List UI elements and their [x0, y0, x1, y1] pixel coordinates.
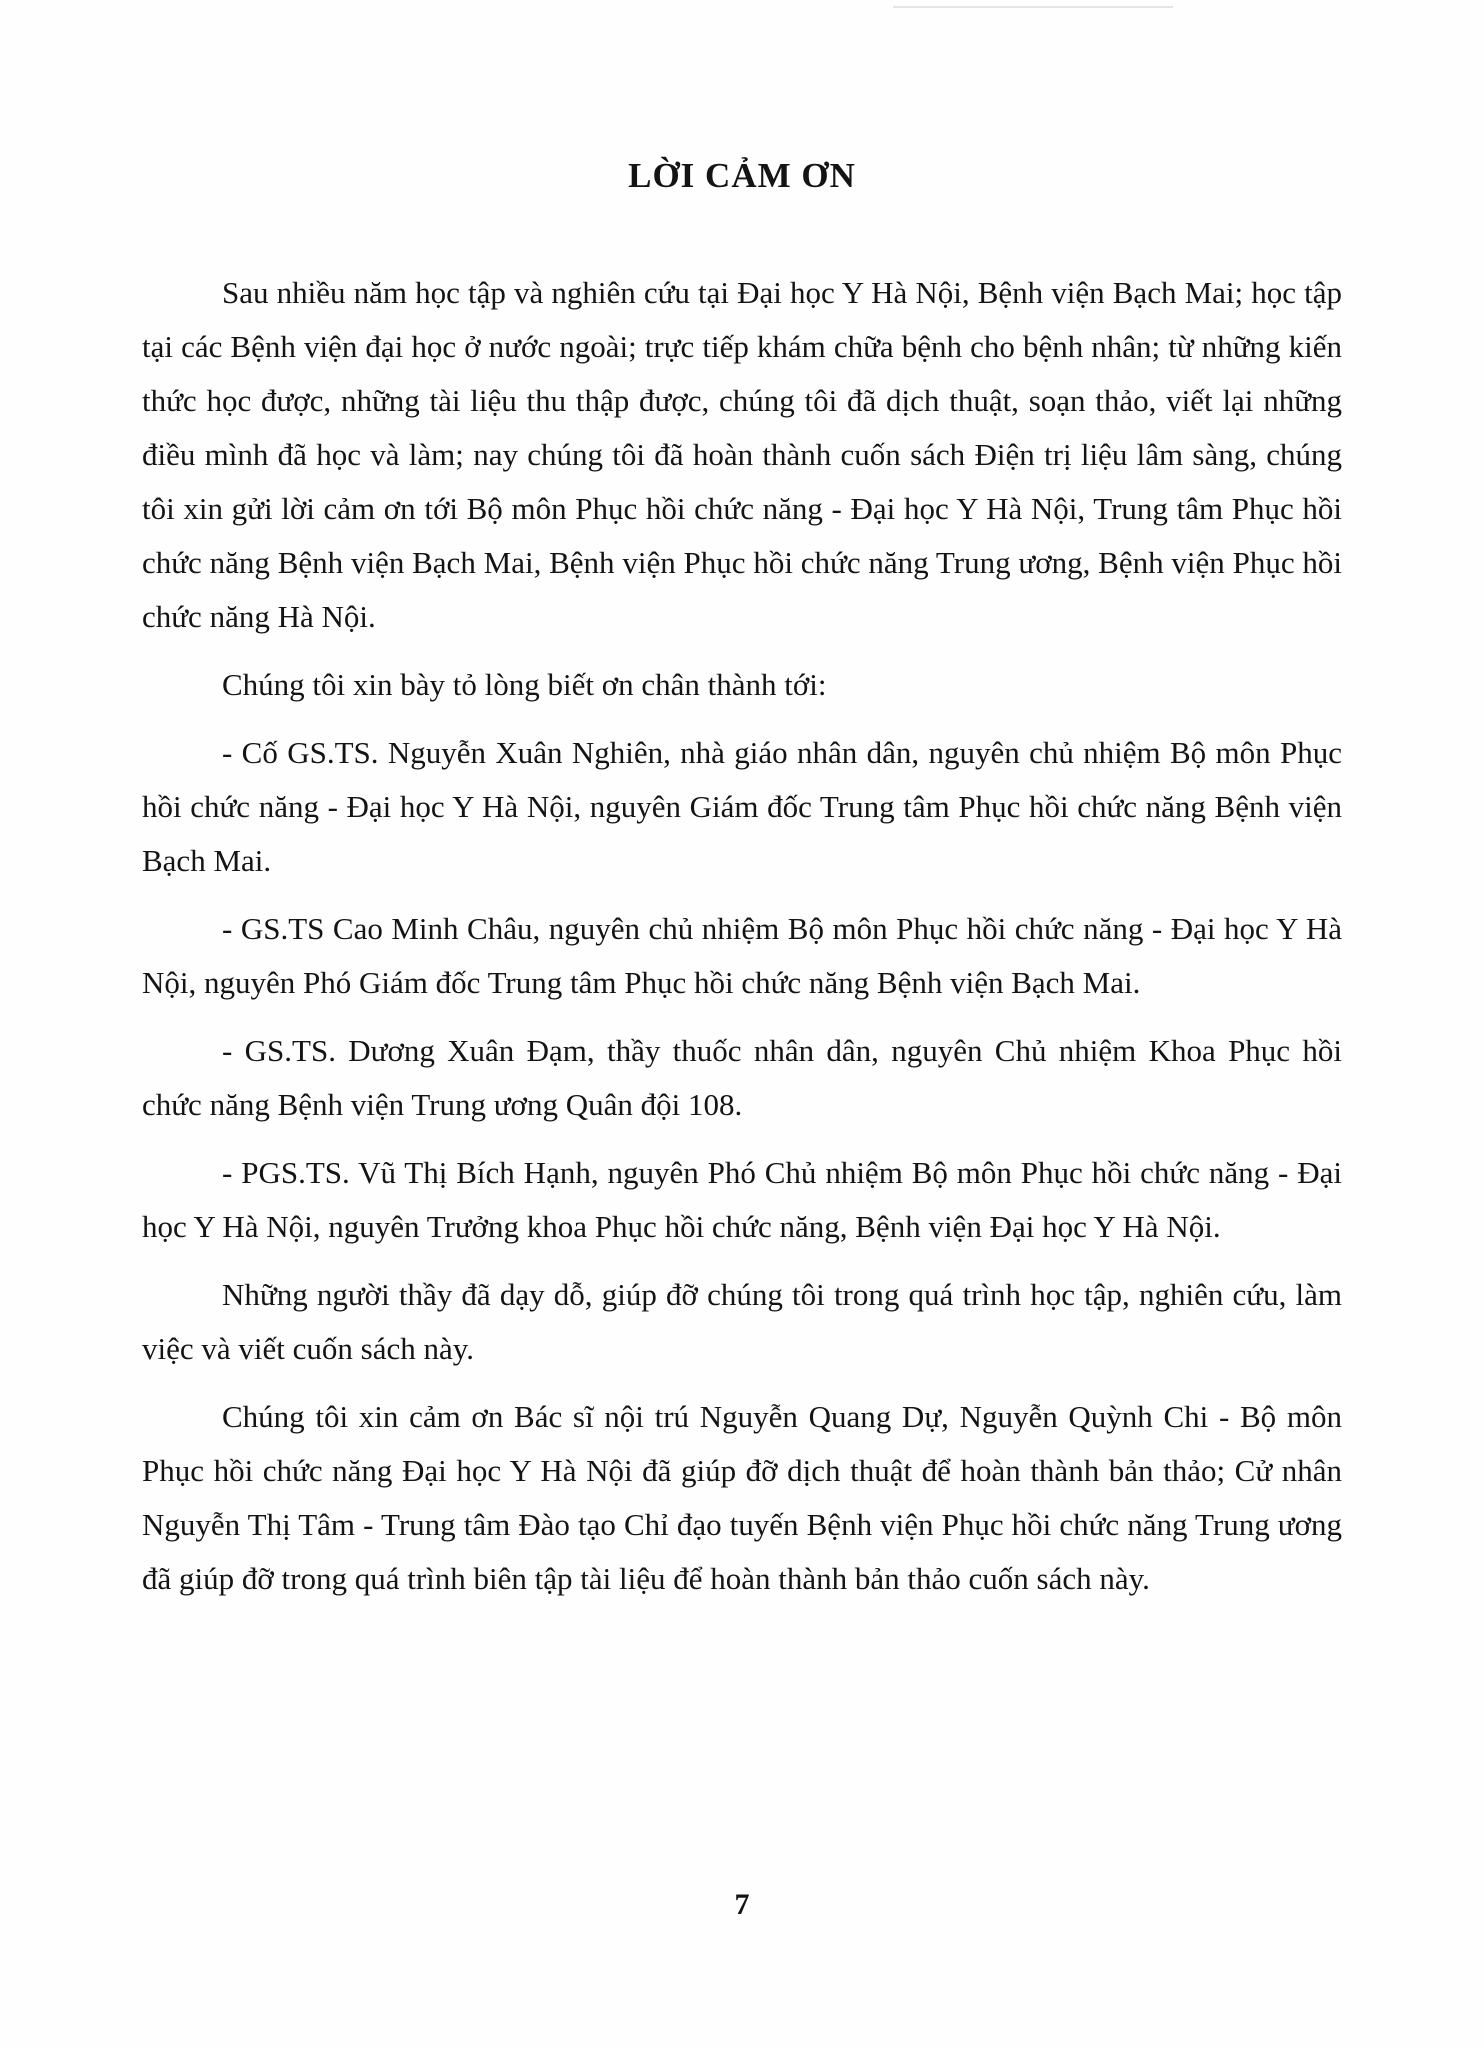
paragraph-thanks-contributors: Chúng tôi xin cảm ơn Bác sĩ nội trú Nguyễn Quang Dự, Nguyễn Quỳnh Chi - Bộ môn Phục hồi chức năng Đại học Y Hà Nội đã giúp đỡ dịch thuật để hoàn thành bản thảo; Cử nhân Nguyễn Thị Tâm - Trung tâm Đào tạo Chỉ đạo tuyến Bệnh viện Phục hồi chức năng Trung ương đã giúp đỡ trong quá trình biên tập tài liệu để hoàn thành bản thảo cuốn sách này. — [142, 1399, 1342, 1596]
paragraph-intro: Sau nhiều năm học tập và nghiên cứu tại Đại học Y Hà Nội, Bệnh viện Bạch Mai; học tập tại các Bệnh viện đại học ở nước ngoài; trực tiếp khám chữa bệnh cho bệnh nhân; từ những kiến thức học được, những tài liệu thu thập được, chúng tôi đã dịch thuật, soạn thảo, viết lại những điều mình đã học và làm; nay chúng tôi đã hoàn thành cuốn sách Điện trị liệu lâm sàng, chúng tôi xin gửi lời cảm ơn tới Bộ môn Phục hồi chức năng - Đại học Y Hà Nội, Trung tâm Phục hồi chức năng Bệnh viện Bạch Mai, Bệnh viện Phục hồi chức năng Trung ương, Bệnh viện Phục hồi chức năng Hà Nội. — [142, 275, 1342, 634]
paragraph-teachers: Những người thầy đã dạy dỗ, giúp đỡ chúng tôi trong quá trình học tập, nghiên cứu, làm việc và viết cuốn sách này. — [142, 1277, 1342, 1366]
paragraph-ack-3: - GS.TS. Dương Xuân Đạm, thầy thuốc nhân dân, nguyên Chủ nhiệm Khoa Phục hồi chức năng Bệnh viện Trung ương Quân đội 108. — [142, 1033, 1342, 1122]
paragraph-ack-4: - PGS.TS. Vũ Thị Bích Hạnh, nguyên Phó Chủ nhiệm Bộ môn Phục hồi chức năng - Đại học Y Hà Nội, nguyên Trưởng khoa Phục hồi chức năng, Bệnh viện Đại học Y Hà Nội. — [142, 1155, 1342, 1244]
paragraph-gratitude-lead: Chúng tôi xin bày tỏ lòng biết ơn chân thành tới: — [222, 667, 827, 702]
paragraph-ack-2: - GS.TS Cao Minh Châu, nguyên chủ nhiệm Bộ môn Phục hồi chức năng - Đại học Y Hà Nội, nguyên Phó Giám đốc Trung tâm Phục hồi chức năng Bệnh viện Bạch Mai. — [142, 911, 1342, 1000]
scan-edge-line — [893, 6, 1173, 8]
paragraph-ack-1: - Cố GS.TS. Nguyễn Xuân Nghiên, nhà giáo nhân dân, nguyên chủ nhiệm Bộ môn Phục hồi chức năng - Đại học Y Hà Nội, nguyên Giám đốc Trung tâm Phục hồi chức năng Bệnh viện Bạch Mai. — [142, 735, 1342, 878]
document-body — [142, 266, 1342, 1606]
page-title: LỜI CẢM ƠN — [628, 156, 856, 195]
page-number: 7 — [734, 1888, 750, 1921]
